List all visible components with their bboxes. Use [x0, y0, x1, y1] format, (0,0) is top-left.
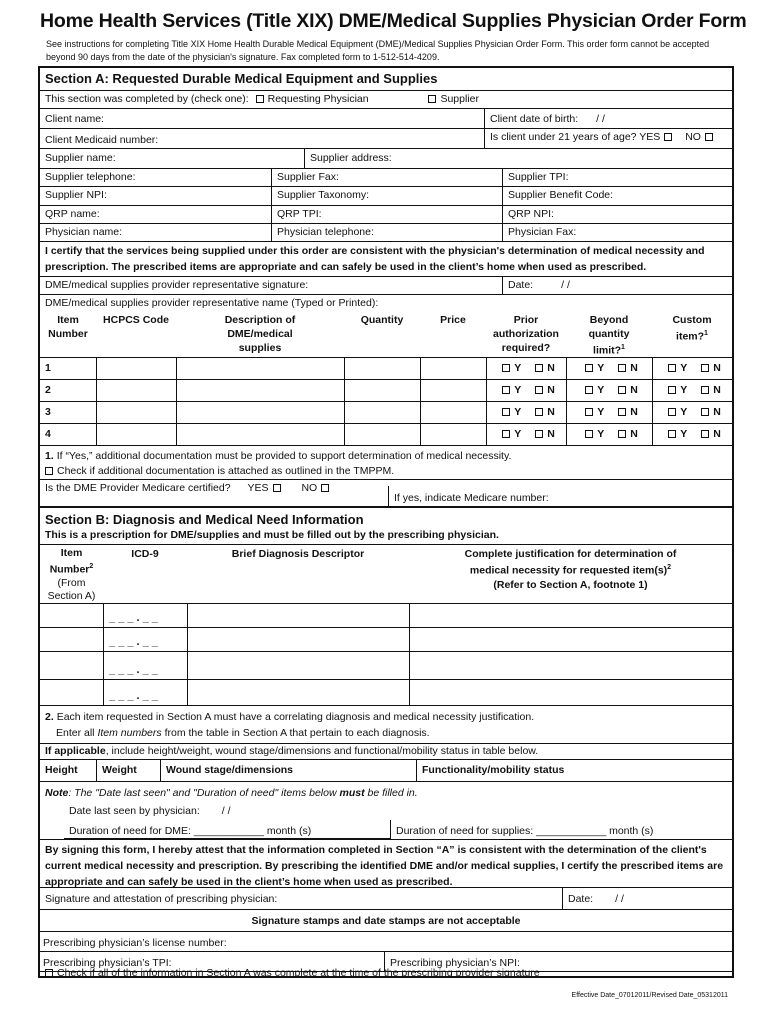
- item-row: [40, 424, 732, 446]
- footnote-1-number: 1.: [45, 450, 54, 462]
- physician-npi-field[interactable]: Prescribing physician’s NPI:: [384, 952, 732, 971]
- section-b-header: [40, 508, 732, 542]
- client-dob-separator: / /: [596, 113, 605, 125]
- beyond-qty-yes-label: Y: [597, 384, 605, 396]
- section-b-subtitle: This is a prescription for DME/supplies and must be filled out by the prescribing physician.: [45, 529, 499, 541]
- footnote-1: [40, 446, 732, 464]
- supplier-tpi-field[interactable]: Supplier TPI:: [502, 169, 732, 186]
- prior-auth-yes-label: Y: [514, 406, 522, 418]
- medicare-row: [40, 480, 732, 508]
- client-dob-label: Client date of birth:: [490, 113, 579, 125]
- last-seen-row: [40, 802, 732, 820]
- footnote-1-text: If “Yes,” additional documentation must be provided to support determination of medical necessity.: [56, 450, 512, 462]
- beyond-qty-yes-label: Y: [597, 362, 605, 374]
- beyond-qty-no-label: N: [630, 362, 638, 374]
- qrp-npi-field[interactable]: QRP NPI:: [502, 206, 732, 223]
- col-justification-line-3: (Refer to Section A, footnote 1): [493, 578, 648, 591]
- hcpcs-code-cell[interactable]: [96, 424, 176, 445]
- prior-auth-yes-checkbox[interactable]: [502, 430, 510, 438]
- custom-item-no-label: N: [713, 362, 721, 374]
- custom-item-no-checkbox[interactable]: [701, 364, 709, 372]
- custom-item-yes-checkbox[interactable]: [668, 364, 676, 372]
- description-cell[interactable]: [176, 402, 344, 423]
- prior-auth-no-checkbox[interactable]: [535, 408, 543, 416]
- item-number: 1: [45, 362, 51, 374]
- custom-item-yes-checkbox[interactable]: [668, 386, 676, 394]
- under-21-yes-label: YES: [639, 131, 661, 143]
- section-a-title: Section A: Requested Durable Medical Equipment and Supplies: [45, 71, 438, 86]
- item-table-header: [40, 311, 732, 358]
- dx-item-number-cell[interactable]: [40, 652, 103, 679]
- wound-stage-field[interactable]: Wound stage/dimensions: [160, 760, 416, 781]
- weight-field[interactable]: Weight: [96, 760, 160, 781]
- footnote-2-number: 2.: [45, 711, 54, 723]
- footnote-2-text: Each item requested in Section A must have a correlating diagnosis and medical necessity justification.: [56, 711, 535, 723]
- section-a-complete-checkbox[interactable]: [45, 969, 53, 977]
- completed-by-row: [40, 91, 732, 109]
- prior-auth-yes-checkbox[interactable]: [502, 364, 510, 372]
- form-instructions: See instructions for completing Title XIX Home Health Durable Medical Equipment (DME)/Medical Supplies Physician Order Form. This order form cannot be accepted beyond 90 days from the date of the physician's signature. Fax completed form to 1-512-514-4209.: [46, 39, 710, 62]
- section-a-header: [40, 68, 732, 91]
- col-icd-9: ICD-9: [131, 548, 159, 560]
- height-field[interactable]: Height: [45, 764, 78, 776]
- medicare-yes-checkbox[interactable]: [273, 484, 281, 492]
- duration-supplies-field[interactable]: Duration of need for supplies: ____________ month (s): [390, 820, 732, 839]
- quantity-cell[interactable]: [344, 380, 420, 401]
- item-number: 4: [45, 428, 51, 440]
- custom-item-yes-label: Y: [680, 384, 688, 396]
- physician-date-label: Date:: [568, 893, 594, 905]
- item-number: 3: [45, 406, 51, 418]
- beyond-qty-no-label: N: [630, 428, 638, 440]
- representative-date-field[interactable]: [502, 277, 732, 294]
- representative-date-separator: / /: [561, 279, 570, 291]
- col-dx-item-line-1: Item: [60, 547, 83, 559]
- beyond-qty-cell: [566, 358, 652, 379]
- beyond-qty-no-checkbox[interactable]: [618, 364, 626, 372]
- price-cell[interactable]: [420, 424, 486, 445]
- custom-item-yes-checkbox[interactable]: [668, 408, 676, 416]
- client-name-field[interactable]: Client name:: [45, 113, 104, 125]
- medicare-no-checkbox[interactable]: [321, 484, 329, 492]
- col-brief-diagnosis: Brief Diagnosis Descriptor: [231, 548, 365, 560]
- diagnosis-table-header: [40, 544, 732, 604]
- form-title: Home Health Services (Title XIX) DME/Medical Supplies Physician Order Form: [40, 10, 747, 32]
- custom-item-no-label: N: [713, 406, 721, 418]
- supplier-name-row: [40, 149, 732, 169]
- beyond-qty-cell: [566, 380, 652, 401]
- price-cell[interactable]: [420, 358, 486, 379]
- representative-signature-row: [40, 277, 732, 295]
- duration-dme-field[interactable]: Duration of need for DME: ____________ month (s): [64, 820, 390, 839]
- prior-auth-no-label: N: [547, 428, 555, 440]
- medicare-number-field[interactable]: If yes, indicate Medicare number:: [388, 486, 732, 506]
- justification-cell[interactable]: [409, 628, 732, 651]
- under-21-no-label: NO: [685, 131, 701, 143]
- section-b-heading: [40, 508, 732, 542]
- beyond-qty-no-checkbox[interactable]: [618, 386, 626, 394]
- prior-auth-cell: [486, 402, 566, 423]
- client-name-row: [40, 109, 732, 129]
- col-dx-item-number: [40, 545, 103, 603]
- custom-item-yes-label: Y: [680, 406, 688, 418]
- license-row: [40, 932, 732, 952]
- order-form: [38, 66, 734, 978]
- physician-license-field[interactable]: Prescribing physician’s license number:: [43, 937, 227, 949]
- diagnosis-row: [40, 604, 732, 628]
- supplier-certification-text: I certify that the services being supplied under this order are consistent with the physician's determination of medical necessity and prescription. The prescribed items are appropriate and can safely be used in the client’s home when used as prescribed.: [45, 245, 705, 273]
- col-beyond-quantity-label: Beyond quantity limit?: [588, 314, 630, 357]
- supplier-fax-field[interactable]: Supplier Fax:: [271, 169, 502, 186]
- brief-diagnosis-cell[interactable]: [187, 628, 409, 651]
- prior-auth-no-label: N: [547, 384, 555, 396]
- col-dx-item-line-2-text: Number: [49, 563, 90, 576]
- section-a-complete: [40, 967, 732, 980]
- justification-cell[interactable]: [409, 680, 732, 705]
- physician-tpi-field[interactable]: Prescribing physician’s TPI:: [43, 957, 172, 969]
- prior-auth-no-checkbox[interactable]: [535, 386, 543, 394]
- item-row: [40, 358, 732, 380]
- custom-item-cell: [652, 380, 732, 401]
- col-custom-item-label: Custom item?: [672, 314, 712, 343]
- beyond-qty-no-checkbox[interactable]: [618, 430, 626, 438]
- col-description: Description of DME/medical supplies: [224, 314, 296, 354]
- client-medicaid-row: [40, 129, 732, 149]
- custom-item-cell: [652, 402, 732, 423]
- col-dx-item-line-2: [45, 560, 98, 577]
- stamps-row: [40, 910, 732, 932]
- prior-auth-cell: [486, 380, 566, 401]
- supplier-telephone-field[interactable]: Supplier telephone:: [45, 171, 136, 183]
- col-prior-authorization: Prior authorization required?: [493, 314, 559, 354]
- under-21-no-checkbox[interactable]: [705, 133, 713, 141]
- justification-cell[interactable]: [409, 604, 732, 627]
- medicare-certified-label: Is the DME Provider Medicare certified?: [45, 482, 231, 494]
- functionality-status-field[interactable]: Functionality/mobility status: [416, 760, 732, 781]
- prior-auth-cell: [486, 424, 566, 445]
- col-beyond-quantity: [566, 311, 652, 357]
- if-applicable-row: [40, 744, 732, 760]
- attestation-text: By signing this form, I hereby attest that the information completed in Section “A” is consistent with the determination of the client's current medical necessity and prescription. By prescribing the identified DME and/or medical supplies, I certify the prescribed items are appropriate and can safely be used in the client’s home when used as prescribed.: [45, 844, 724, 887]
- medicare-yes-label: YES: [247, 482, 269, 494]
- supplier-certification-row: [40, 242, 732, 277]
- icd-9-cell[interactable]: _ _ _ . _ _: [103, 680, 187, 705]
- diagnosis-row: [40, 652, 732, 680]
- prior-auth-no-checkbox[interactable]: [535, 364, 543, 372]
- custom-item-yes-label: Y: [680, 428, 688, 440]
- beyond-qty-cell: [566, 402, 652, 423]
- custom-item-yes-label: Y: [680, 362, 688, 374]
- col-custom-item-footnote: 1: [704, 330, 708, 337]
- physician-signature-field[interactable]: Signature and attestation of prescribing physician:: [45, 893, 278, 905]
- beyond-qty-yes-checkbox[interactable]: [585, 430, 593, 438]
- beyond-qty-yes-checkbox[interactable]: [585, 386, 593, 394]
- custom-item-cell: [652, 424, 732, 445]
- qrp-name-field[interactable]: QRP name:: [45, 208, 100, 220]
- section-a-complete-label: Check if all of the information in Section A was complete at the time of the prescribing provider signature: [57, 967, 540, 979]
- revision-footer: Effective Date_07012011/Revised Date_05312011: [571, 992, 728, 999]
- price-cell[interactable]: [420, 402, 486, 423]
- dx-item-number-cell[interactable]: [40, 604, 103, 627]
- col-dx-item-line-4: Section A): [47, 589, 96, 602]
- note-label: Note: [45, 787, 69, 799]
- measurements-row: [40, 760, 732, 782]
- beyond-qty-cell: [566, 424, 652, 445]
- supplier-name-field[interactable]: Supplier name:: [45, 152, 116, 164]
- additional-docs-label: Check if additional documentation is attached as outlined in the TMPPM.: [57, 465, 395, 477]
- prior-auth-yes-checkbox[interactable]: [502, 408, 510, 416]
- under-21-yes-checkbox[interactable]: [664, 133, 672, 141]
- custom-item-no-checkbox[interactable]: [701, 430, 709, 438]
- description-cell[interactable]: [176, 380, 344, 401]
- note-must: must: [339, 787, 365, 799]
- prior-auth-yes-label: Y: [514, 362, 522, 374]
- supplier-telephone-row: [40, 169, 732, 187]
- icd-9-cell[interactable]: _ _ _ . _ _: [103, 628, 187, 651]
- supplier-address-field[interactable]: Supplier address:: [304, 149, 732, 168]
- physician-telephone-field[interactable]: Physician telephone:: [271, 224, 502, 241]
- beyond-qty-no-label: N: [630, 384, 638, 396]
- supplier-npi-field[interactable]: Supplier NPI:: [45, 189, 107, 201]
- representative-date-label: Date:: [508, 279, 534, 291]
- representative-name-field[interactable]: DME/medical supplies provider representative name (Typed or Printed):: [45, 297, 379, 309]
- col-dx-item-line-3: (From: [57, 576, 86, 589]
- description-cell[interactable]: [176, 424, 344, 445]
- col-justification-line-1: Complete justification for determination of: [464, 548, 677, 560]
- footnote-2-enter: Enter all: [56, 727, 95, 739]
- qrp-row: [40, 206, 732, 224]
- note-tail: be filled in.: [364, 787, 418, 799]
- custom-item-no-checkbox[interactable]: [701, 386, 709, 394]
- hcpcs-code-cell[interactable]: [96, 358, 176, 379]
- additional-docs-checkbox[interactable]: [45, 467, 53, 475]
- justification-cell[interactable]: [409, 652, 732, 679]
- completed-by-label: This section was completed by (check one):: [45, 93, 249, 105]
- under-21-label: Is client under 21 years of age?: [490, 131, 637, 143]
- icd-9-cell[interactable]: _ _ _ . _ _: [103, 652, 187, 679]
- additional-docs-row: [40, 464, 732, 480]
- section-b-title: Section B: Diagnosis and Medical Need Information: [45, 512, 364, 527]
- qrp-tpi-field[interactable]: QRP TPI:: [271, 206, 502, 223]
- if-applicable: [40, 744, 732, 759]
- col-justification-line-2: [414, 561, 727, 578]
- supplier-taxonomy-field[interactable]: Supplier Taxonomy:: [271, 187, 502, 205]
- col-price: Price: [440, 314, 466, 326]
- prior-auth-yes-label: Y: [514, 384, 522, 396]
- footnote-2-row: [40, 706, 732, 744]
- under-21-question: [484, 129, 732, 148]
- last-seen-separator: / /: [221, 805, 231, 817]
- hcpcs-code-cell[interactable]: [96, 380, 176, 401]
- requesting-physician-checkbox[interactable]: [256, 95, 264, 103]
- attestation-row: [40, 840, 732, 888]
- prior-auth-cell: [486, 358, 566, 379]
- brief-diagnosis-cell[interactable]: [187, 652, 409, 679]
- custom-item-no-label: N: [713, 384, 721, 396]
- description-cell[interactable]: [176, 358, 344, 379]
- footnote-1-row: [40, 446, 732, 464]
- duration-row: [40, 820, 732, 840]
- item-row: [40, 380, 732, 402]
- prior-auth-no-label: N: [547, 362, 555, 374]
- brief-diagnosis-cell[interactable]: [187, 604, 409, 627]
- footnote-2-line-2: [45, 725, 727, 741]
- physician-date-separator: / /: [615, 893, 624, 905]
- prior-auth-yes-label: Y: [514, 428, 522, 440]
- diagnosis-row: [40, 628, 732, 652]
- col-justification-footnote: 2: [667, 564, 672, 571]
- prior-auth-yes-checkbox[interactable]: [502, 386, 510, 394]
- physician-signature-date[interactable]: [562, 888, 732, 909]
- additional-docs: [40, 464, 732, 479]
- beyond-qty-yes-checkbox[interactable]: [585, 364, 593, 372]
- beyond-qty-yes-label: Y: [597, 406, 605, 418]
- item-number: 2: [45, 384, 51, 396]
- custom-item-no-checkbox[interactable]: [701, 408, 709, 416]
- col-justification-line-2-text: medical necessity for requested item(s): [469, 564, 668, 577]
- completed-by: [40, 91, 732, 108]
- supplier-npi-row: [40, 187, 732, 206]
- prior-auth-no-label: N: [547, 406, 555, 418]
- physician-name-field[interactable]: Physician name:: [45, 226, 123, 238]
- beyond-qty-yes-checkbox[interactable]: [585, 408, 593, 416]
- medicare-no-label: NO: [301, 482, 318, 494]
- price-cell[interactable]: [420, 380, 486, 401]
- icd-9-cell[interactable]: _ _ _ . _ _: [103, 604, 187, 627]
- col-dx-item-footnote: 2: [89, 563, 94, 570]
- beyond-qty-yes-label: Y: [597, 428, 605, 440]
- supplier-benefit-code-field[interactable]: Supplier Benefit Code:: [502, 187, 732, 205]
- note-row: [40, 782, 732, 802]
- brief-diagnosis-cell[interactable]: [187, 680, 409, 705]
- requesting-physician-label: Requesting Physician: [267, 93, 369, 105]
- client-dob-field[interactable]: [484, 109, 732, 128]
- diagnosis-row: [40, 680, 732, 706]
- footnote-2: [40, 706, 732, 743]
- dx-item-number-cell[interactable]: [40, 628, 103, 651]
- col-hcpcs-code: HCPCS Code: [103, 314, 169, 326]
- footnote-2-line-1: [45, 709, 727, 725]
- dx-item-number-cell[interactable]: [40, 680, 103, 705]
- beyond-qty-no-label: N: [630, 406, 638, 418]
- last-seen-label: Date last seen by physician:: [69, 805, 200, 817]
- last-seen-field[interactable]: [64, 802, 732, 820]
- note-text: [40, 782, 732, 802]
- supplier-checkbox[interactable]: [428, 95, 436, 103]
- footnote-2-tail: from the table in Section A that pertain to each diagnosis.: [164, 727, 430, 739]
- quantity-cell[interactable]: [344, 358, 420, 379]
- quantity-cell[interactable]: [344, 424, 420, 445]
- if-applicable-text: , include height/weight, wound stage/dimensions and functional/mobility status in table below.: [105, 745, 539, 757]
- prior-auth-no-checkbox[interactable]: [535, 430, 543, 438]
- custom-item-cell: [652, 358, 732, 379]
- note-body: : The "Date last seen" and "Duration of need" items below: [68, 787, 340, 799]
- physician-fax-field[interactable]: Physician Fax:: [502, 224, 732, 241]
- medicare-certified: [40, 480, 388, 506]
- col-beyond-quantity-footnote: 1: [621, 344, 625, 351]
- hcpcs-code-cell[interactable]: [96, 402, 176, 423]
- col-item-number: Item Number: [48, 314, 88, 340]
- col-justification: [409, 545, 732, 603]
- supplier-label: Supplier: [440, 93, 479, 105]
- if-applicable-bold: If applicable: [45, 745, 106, 757]
- representative-signature-field[interactable]: DME/medical supplies provider representative signature:: [45, 279, 309, 291]
- footnote-2-item-numbers: Item numbers: [97, 727, 162, 739]
- quantity-cell[interactable]: [344, 402, 420, 423]
- custom-item-yes-checkbox[interactable]: [668, 430, 676, 438]
- client-medicaid-field[interactable]: Client Medicaid number:: [45, 134, 159, 146]
- section-a-complete-row: [40, 967, 732, 980]
- physician-row: [40, 224, 732, 242]
- col-quantity: Quantity: [360, 314, 404, 326]
- custom-item-no-label: N: [713, 428, 721, 440]
- beyond-qty-no-checkbox[interactable]: [618, 408, 626, 416]
- stamps-notice: Signature stamps and date stamps are not acceptable: [251, 915, 521, 927]
- item-row: [40, 402, 732, 424]
- col-custom-item: [652, 311, 732, 357]
- physician-signature-row: [40, 888, 732, 910]
